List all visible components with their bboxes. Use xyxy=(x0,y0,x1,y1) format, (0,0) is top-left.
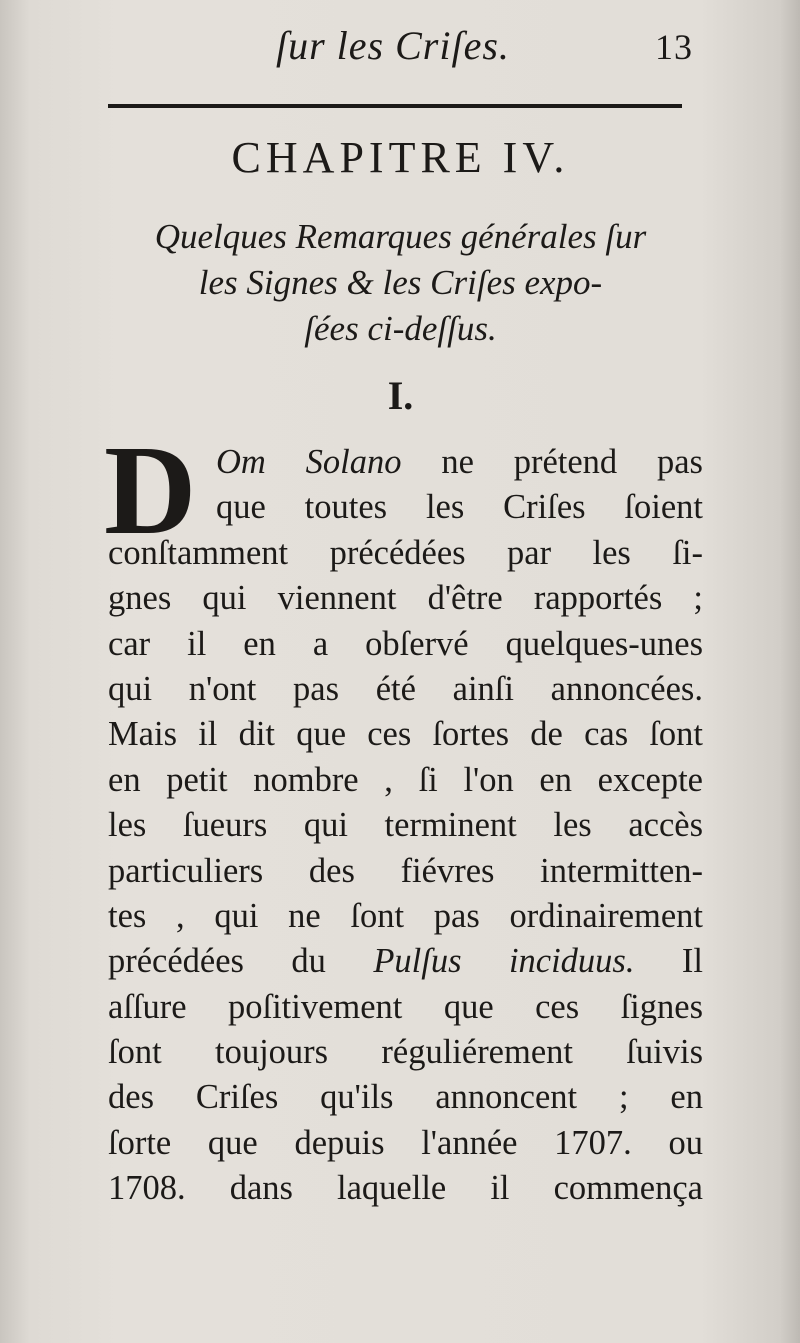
text-line: des Criſes qu'ils annoncent ; en xyxy=(108,1078,703,1117)
section-number: I. xyxy=(387,373,414,418)
text-line: ſorte que depuis l'année 1707. ou xyxy=(108,1123,703,1162)
header-rule xyxy=(108,104,682,108)
chapter-subtitle xyxy=(108,214,693,352)
text-line: conſtamment précédées par les ſi- xyxy=(108,533,703,572)
subtitle-line: Quelques Remarques générales ſur xyxy=(154,217,647,256)
text-line: car il en a obſervé quelques-unes xyxy=(108,624,703,663)
text-line: qui n'ont pas été ainſi annoncées. xyxy=(108,669,703,708)
text-line: particuliers des fiévres intermitten- xyxy=(108,851,703,890)
text-line: que toutes les Criſes ſoient xyxy=(216,488,703,527)
page-number: 13 xyxy=(655,27,693,67)
text-line: les ſueurs qui terminent les accès xyxy=(108,806,703,845)
text-line: Mais il dit que ces ſortes de cas ſont xyxy=(108,715,703,754)
text-line: tes , qui ne ſont pas ordinairement xyxy=(108,896,703,935)
running-head: ſur les Criſes. xyxy=(276,23,510,68)
subtitle-line: ſées ci-deſſus. xyxy=(304,309,497,348)
text-line: gnes qui viennent d'être rapportés ; xyxy=(108,579,703,618)
text-line: 1708. dans laquelle il commença xyxy=(108,1169,703,1208)
text-line: en petit nombre , ſi l'on en excepte xyxy=(108,760,703,799)
drop-cap: D xyxy=(104,419,197,561)
body-paragraph xyxy=(108,440,703,1212)
page-header xyxy=(108,22,693,74)
text-line: précédées du Pulſus inciduus. Il xyxy=(108,942,703,981)
text-line: aſſure poſitivement que ces ſignes xyxy=(108,987,703,1026)
text-line: Om Solano ne prétend pas xyxy=(216,443,703,481)
chapter-title: CHAPITRE IV. xyxy=(231,133,570,182)
subtitle-line: les Signes & les Criſes expo- xyxy=(198,263,603,302)
text-line: ſont toujours réguliérement ſuivis xyxy=(108,1033,703,1072)
